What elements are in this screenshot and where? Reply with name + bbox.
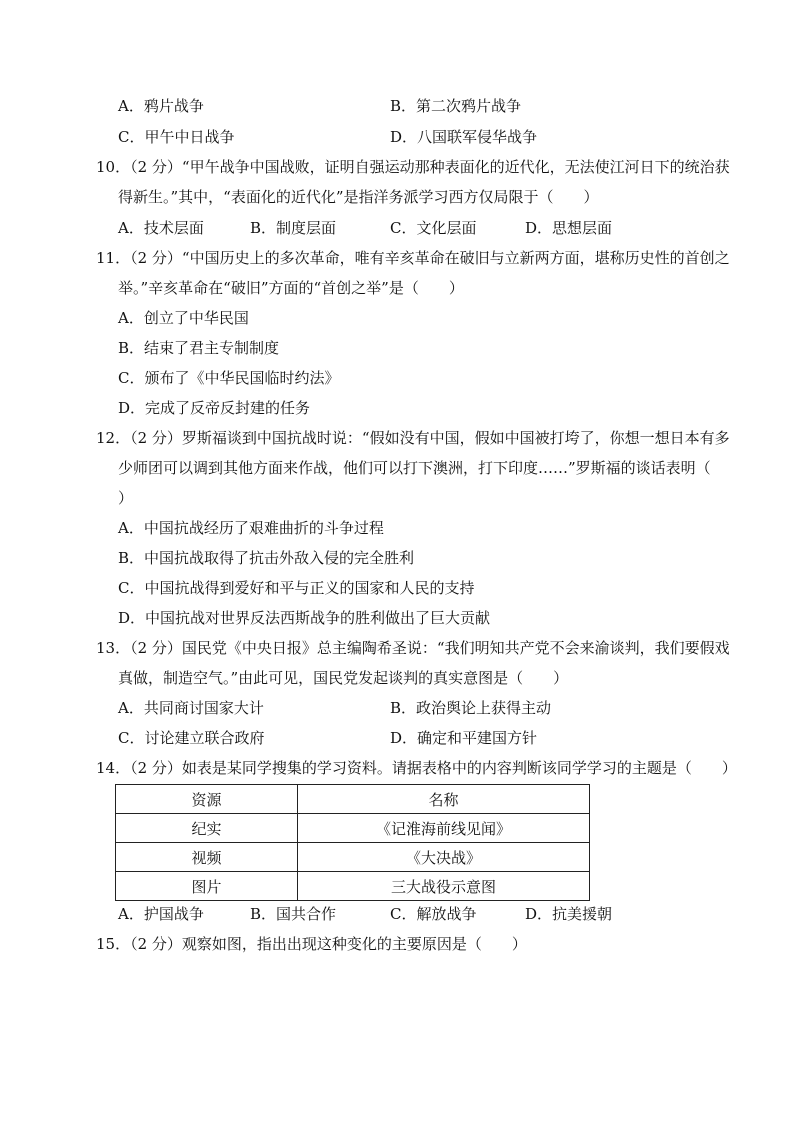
table-cell: 《记淮海前线见闻》 xyxy=(298,814,590,843)
q13-stem-line1: 13．（2 分）国民党《中央日报》总主编陶希圣说：“我们明知共产党不会来渝谈判，我们要假戏 xyxy=(96,639,730,657)
q11-option-b[interactable]: B．结束了君主专制制度 xyxy=(118,339,280,357)
q10-stem-line2: 得新生。”其中，“表面化的近代化”是指洋务派学习西方仅局限于（ ） xyxy=(118,188,599,206)
q10-option-c[interactable]: C．文化层面 xyxy=(390,219,477,237)
q12-option-c[interactable]: C．中国抗战得到爱好和平与正义的国家和人民的支持 xyxy=(118,579,475,597)
table-cell: 视频 xyxy=(116,843,298,872)
q14-stem-line1: 14．（2 分）如表是某同学搜集的学习资料。请据表格中的内容判断该同学学习的主题是（ ） xyxy=(96,759,737,777)
source-table xyxy=(115,784,590,901)
q12-option-d[interactable]: D．中国抗战对世界反法西斯战争的胜利做出了巨大贡献 xyxy=(118,609,491,627)
table-cell: 三大战役示意图 xyxy=(298,872,590,901)
q13-option-c[interactable]: C．讨论建立联合政府 xyxy=(118,729,265,747)
q9-option-c[interactable]: C．甲午中日战争 xyxy=(118,128,235,146)
table-row xyxy=(116,814,590,843)
table-cell: 纪实 xyxy=(116,814,298,843)
q13-stem-line2: 真做，制造空气。”由此可见，国民党发起谈判的真实意图是（ ） xyxy=(118,669,569,687)
q11-option-d[interactable]: D．完成了反帝反封建的任务 xyxy=(118,399,311,417)
q9-option-a[interactable]: A．鸦片战争 xyxy=(118,97,204,115)
q14-option-c[interactable]: C．解放战争 xyxy=(390,905,477,923)
table-row xyxy=(116,872,590,901)
q11-option-a[interactable]: A．创立了中华民国 xyxy=(118,309,249,327)
q13-option-d[interactable]: D．确定和平建国方针 xyxy=(390,729,538,747)
q12-stem-line1: 12．（2 分）罗斯福谈到中国抗战时说：“假如没有中国，假如中国被打垮了，你想一想日本有多 xyxy=(96,429,730,447)
q9-option-d[interactable]: D．八国联军侵华战争 xyxy=(390,128,538,146)
q13-option-b[interactable]: B．政治舆论上获得主动 xyxy=(390,699,552,717)
q14-option-d[interactable]: D．抗美援朝 xyxy=(525,905,613,923)
q11-stem-line1: 11．（2 分）“中国历史上的多次革命，唯有辛亥革命在破旧与立新两方面，堪称历史性的首创之 xyxy=(96,249,730,267)
q10-option-d[interactable]: D．思想层面 xyxy=(525,219,613,237)
table-header-row xyxy=(116,785,590,814)
q12-option-a[interactable]: A．中国抗战经历了艰难曲折的斗争过程 xyxy=(118,519,384,537)
q10-option-a[interactable]: A．技术层面 xyxy=(118,219,204,237)
table-header-resource: 资源 xyxy=(116,785,298,814)
q12-stem-line3: ） xyxy=(118,489,134,507)
q12-stem-line2: 少师团可以调到其他方面来作战，他们可以打下澳洲，打下印度……”罗斯福的谈话表明（ xyxy=(118,459,711,477)
q11-option-c[interactable]: C．颁布了《中华民国临时约法》 xyxy=(118,369,340,387)
q11-stem-line2: 举。”辛亥革命在“破旧”方面的“首创之举”是（ ） xyxy=(118,279,464,297)
q15-stem-line1: 15．（2 分）观察如图，指出出现这种变化的主要原因是（ ） xyxy=(96,935,527,953)
table-row xyxy=(116,843,590,872)
q14-option-b[interactable]: B．国共合作 xyxy=(250,905,337,923)
q12-option-b[interactable]: B．中国抗战取得了抗击外敌入侵的完全胜利 xyxy=(118,549,415,567)
q10-stem-line1: 10．（2 分）“甲午战争中国战败，证明自强运动那种表面化的近代化，无法使江河日下的统治获 xyxy=(96,158,730,176)
table-header-name: 名称 xyxy=(298,785,590,814)
table-cell: 图片 xyxy=(116,872,298,901)
table-cell: 《大决战》 xyxy=(298,843,590,872)
q14-option-a[interactable]: A．护国战争 xyxy=(118,905,204,923)
q13-option-a[interactable]: A．共同商讨国家大计 xyxy=(118,699,264,717)
q9-option-b[interactable]: B．第二次鸦片战争 xyxy=(390,97,522,115)
q10-option-b[interactable]: B．制度层面 xyxy=(250,219,337,237)
